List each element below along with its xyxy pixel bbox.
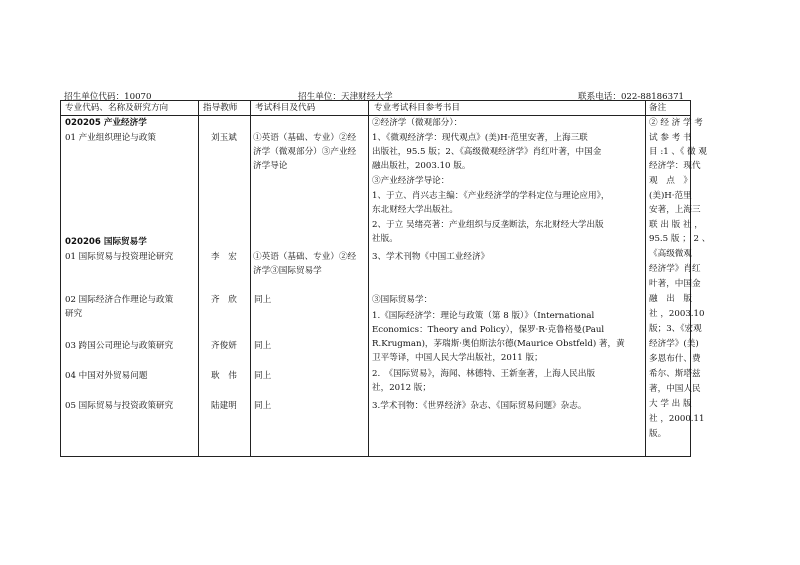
note-line: 叶著，中国金: [649, 279, 701, 289]
column-header-references: 专业考试科目参考书目: [374, 103, 460, 113]
research-direction: 04 中国对外贸易问题: [65, 371, 148, 381]
column-header-exam: 考试科目及代码: [255, 103, 316, 113]
note-line: 经济学》肖红: [649, 264, 701, 274]
reference-line: 东北财经大学出版社。: [372, 205, 458, 215]
exam-subjects: 同上: [254, 341, 272, 351]
exam-subjects: 济学③国际贸易学: [253, 266, 322, 276]
note-line: 大 学 出 版: [649, 399, 692, 409]
note-line: (美)H·范里: [649, 191, 692, 201]
exam-subjects: 同上: [254, 371, 272, 381]
contact-phone: 联系电话：022-88186371: [578, 92, 685, 102]
reference-line: 1、于立、肖兴志主编：《产业经济学的学科定位与理论应用》，: [372, 191, 610, 201]
note-line: 经济学：现代: [649, 161, 701, 171]
major-title: 020206 国际贸易学: [65, 237, 147, 247]
note-line: 联 出 版 社 ，: [649, 220, 703, 230]
advisor-name: 李 宏: [211, 252, 237, 262]
reference-line: ②经济学（微观部分）：: [372, 118, 463, 128]
reference-line: 2. 《国际贸易》，海闻、林德特、王新奎著，上海人民出版: [372, 369, 596, 379]
column-divider: [645, 101, 646, 456]
reference-line: Economics：Theory and Policy），保罗·R·克鲁格曼(Paul: [372, 325, 605, 335]
unit-code: 招生单位代码：10070: [64, 92, 152, 102]
note-line: 版。: [649, 429, 667, 439]
note-line: 社 ，2003.10: [649, 309, 705, 319]
reference-line: 融出版社，2003.10 版。: [372, 161, 471, 171]
column-header-notes: 备注: [649, 103, 667, 113]
column-divider: [250, 101, 251, 456]
unit-name: 招生单位：天津财经大学: [298, 92, 393, 102]
advisor-name: 耿 伟: [211, 371, 237, 381]
research-direction: 01 国际贸易与投资理论研究: [65, 252, 174, 262]
note-line: ② 经 济 学 考: [649, 118, 703, 128]
note-line: 目 :1 、《 微 观: [649, 147, 707, 157]
note-line: 希尔、斯塔兹: [649, 369, 701, 379]
reference-line: 卫平等译，中国人民大学出版社，2011 版；: [372, 353, 543, 363]
note-line: 社 ，2000.11: [649, 414, 705, 424]
note-line: 著，中国人民: [649, 384, 701, 394]
reference-line: 1.《国际经济学：理论与政策（第 8 版）》（International: [372, 311, 595, 321]
note-line: 融 出 版: [649, 294, 692, 304]
reference-line: R.Krugman)，茅瑞斯·奥伯斯法尔德(Maurice Obstfeld) 著，黄: [372, 339, 625, 349]
note-line: 《高级微观: [649, 249, 692, 259]
exam-subjects: 济学导论: [253, 161, 288, 171]
note-line: 95.5 版 ； 2 、: [649, 234, 711, 244]
advisor-name: 刘玉斌: [211, 133, 237, 143]
note-line: 安著，上海三: [649, 205, 701, 215]
reference-line: 3.学术刊物：《世界经济》杂志、《国际贸易问题》杂志。: [372, 401, 587, 411]
reference-line: 1、《微观经济学：现代观点》(美)H·范里安著，上海三联: [372, 133, 588, 143]
advisor-name: 齐 欣: [211, 295, 237, 305]
note-line: 版；3、《宏观: [649, 324, 702, 334]
advisor-name: 陆建明: [211, 401, 237, 411]
reference-line: 社版。: [372, 234, 398, 244]
research-direction: 研究: [65, 309, 83, 319]
research-direction: 01 产业组织理论与政策: [65, 133, 157, 143]
admission-table: [60, 100, 711, 457]
advisor-name: 齐俊妍: [211, 341, 237, 351]
research-direction: 03 跨国公司理论与政策研究: [65, 341, 174, 351]
column-header-advisor: 指导教师: [203, 103, 238, 113]
reference-line: 2、于立 吴绪亮著：产业组织与反垄断法，东北财经大学出版: [372, 220, 604, 230]
exam-subjects: ①英语（基础、专业）②经: [253, 133, 357, 143]
reference-line: 社，2012 版；: [372, 383, 431, 393]
exam-subjects: 济学（微观部分）③产业经: [253, 147, 357, 157]
note-line: 观 点 》: [649, 176, 692, 186]
column-header-major: 专业代码、名称及研究方向: [65, 103, 169, 113]
research-direction: 02 国际经济合作理论与政策: [65, 295, 174, 305]
column-divider: [368, 101, 369, 456]
exam-subjects: 同上: [254, 295, 272, 305]
reference-line: 3、学术刊物《中国工业经济》: [372, 252, 490, 262]
note-line: 经济学》(美): [649, 339, 699, 349]
reference-line: ③产业经济学导论：: [372, 176, 450, 186]
note-line: 试 参 考 书: [649, 133, 692, 143]
reference-line: ③国际贸易学：: [372, 295, 433, 305]
exam-subjects: 同上: [254, 401, 272, 411]
column-divider: [198, 101, 199, 456]
exam-subjects: ①英语（基础、专业）②经: [253, 252, 357, 262]
major-title: 020205 产业经济学: [65, 118, 147, 128]
note-line: 多恩布什、费: [649, 354, 701, 364]
research-direction: 05 国际贸易与投资政策研究: [65, 401, 174, 411]
reference-line: 出版社，95.5 版；2、《高级微观经济学》肖红叶著，中国金: [372, 147, 602, 157]
